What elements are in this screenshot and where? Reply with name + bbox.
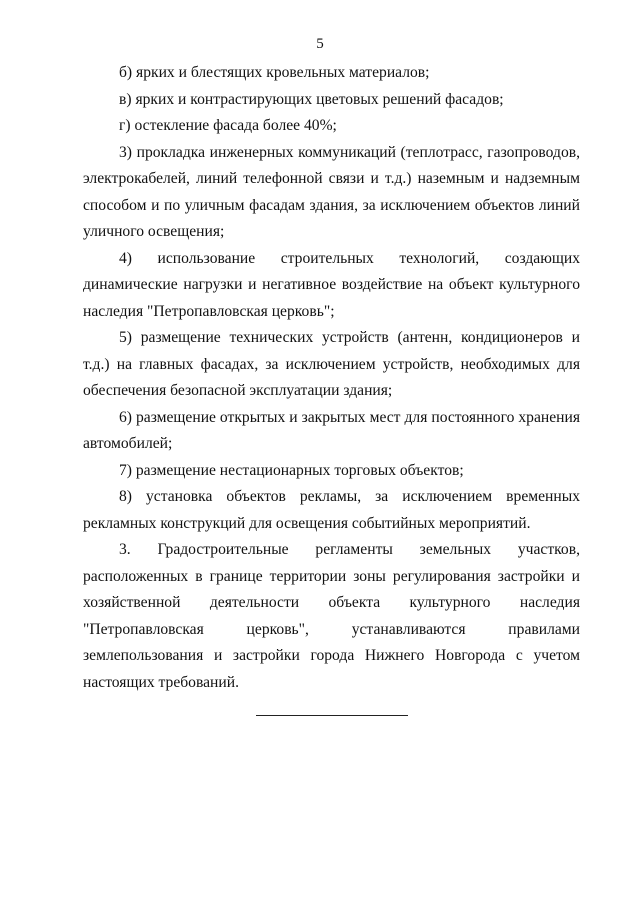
paragraph-item-v: в) ярких и контрастирующих цветовых решений фасадов; <box>119 90 504 108</box>
document-body <box>83 60 580 716</box>
paragraph-item-7: 7) размещение нестационарных торговых объектов; <box>119 461 464 479</box>
page-number: 5 <box>316 36 324 52</box>
paragraph-item-8: 8) установка объектов рекламы, за исключением временных рекламных конструкций для освещения событийных мероприятий. <box>83 488 580 532</box>
paragraph-section-3: 3. Градостроительные регламенты земельных участков, расположенных в границе территории зоны регулирования застройки и хозяйственной деятельности объекта культурного наследия "Петропавловская церковь", устанавливаются правилами землепользования и застройки города Нижнего Новгорода с учетом настоящих требований. <box>83 541 580 691</box>
paragraph-item-b: б) ярких и блестящих кровельных материалов; <box>119 64 430 81</box>
paragraph-item-4: 4) использование строительных технологий, создающих динамические нагрузки и негативное воздействие на объект культурного наследия "Петропавловская церковь"; <box>83 249 580 320</box>
paragraph-item-3: 3) прокладка инженерных коммуникаций (теплотрасс, газопроводов, электрокабелей, линий телефонной связи и т.д.) наземным и надземным способом и по уличным фасадам здания, за исключением объектов линий уличного освещения; <box>83 143 580 240</box>
paragraph-item-5: 5) размещение технических устройств (антенн, кондиционеров и т.д.) на главных фасадах, за исключением устройств, необходимых для обеспечения безопасной эксплуатации здания; <box>83 329 580 399</box>
paragraph-item-6: 6) размещение открытых и закрытых мест для постоянного хранения автомобилей; <box>83 408 580 452</box>
paragraph-item-g: г) остекление фасада более 40%; <box>119 117 337 134</box>
closing-rule <box>256 715 408 716</box>
